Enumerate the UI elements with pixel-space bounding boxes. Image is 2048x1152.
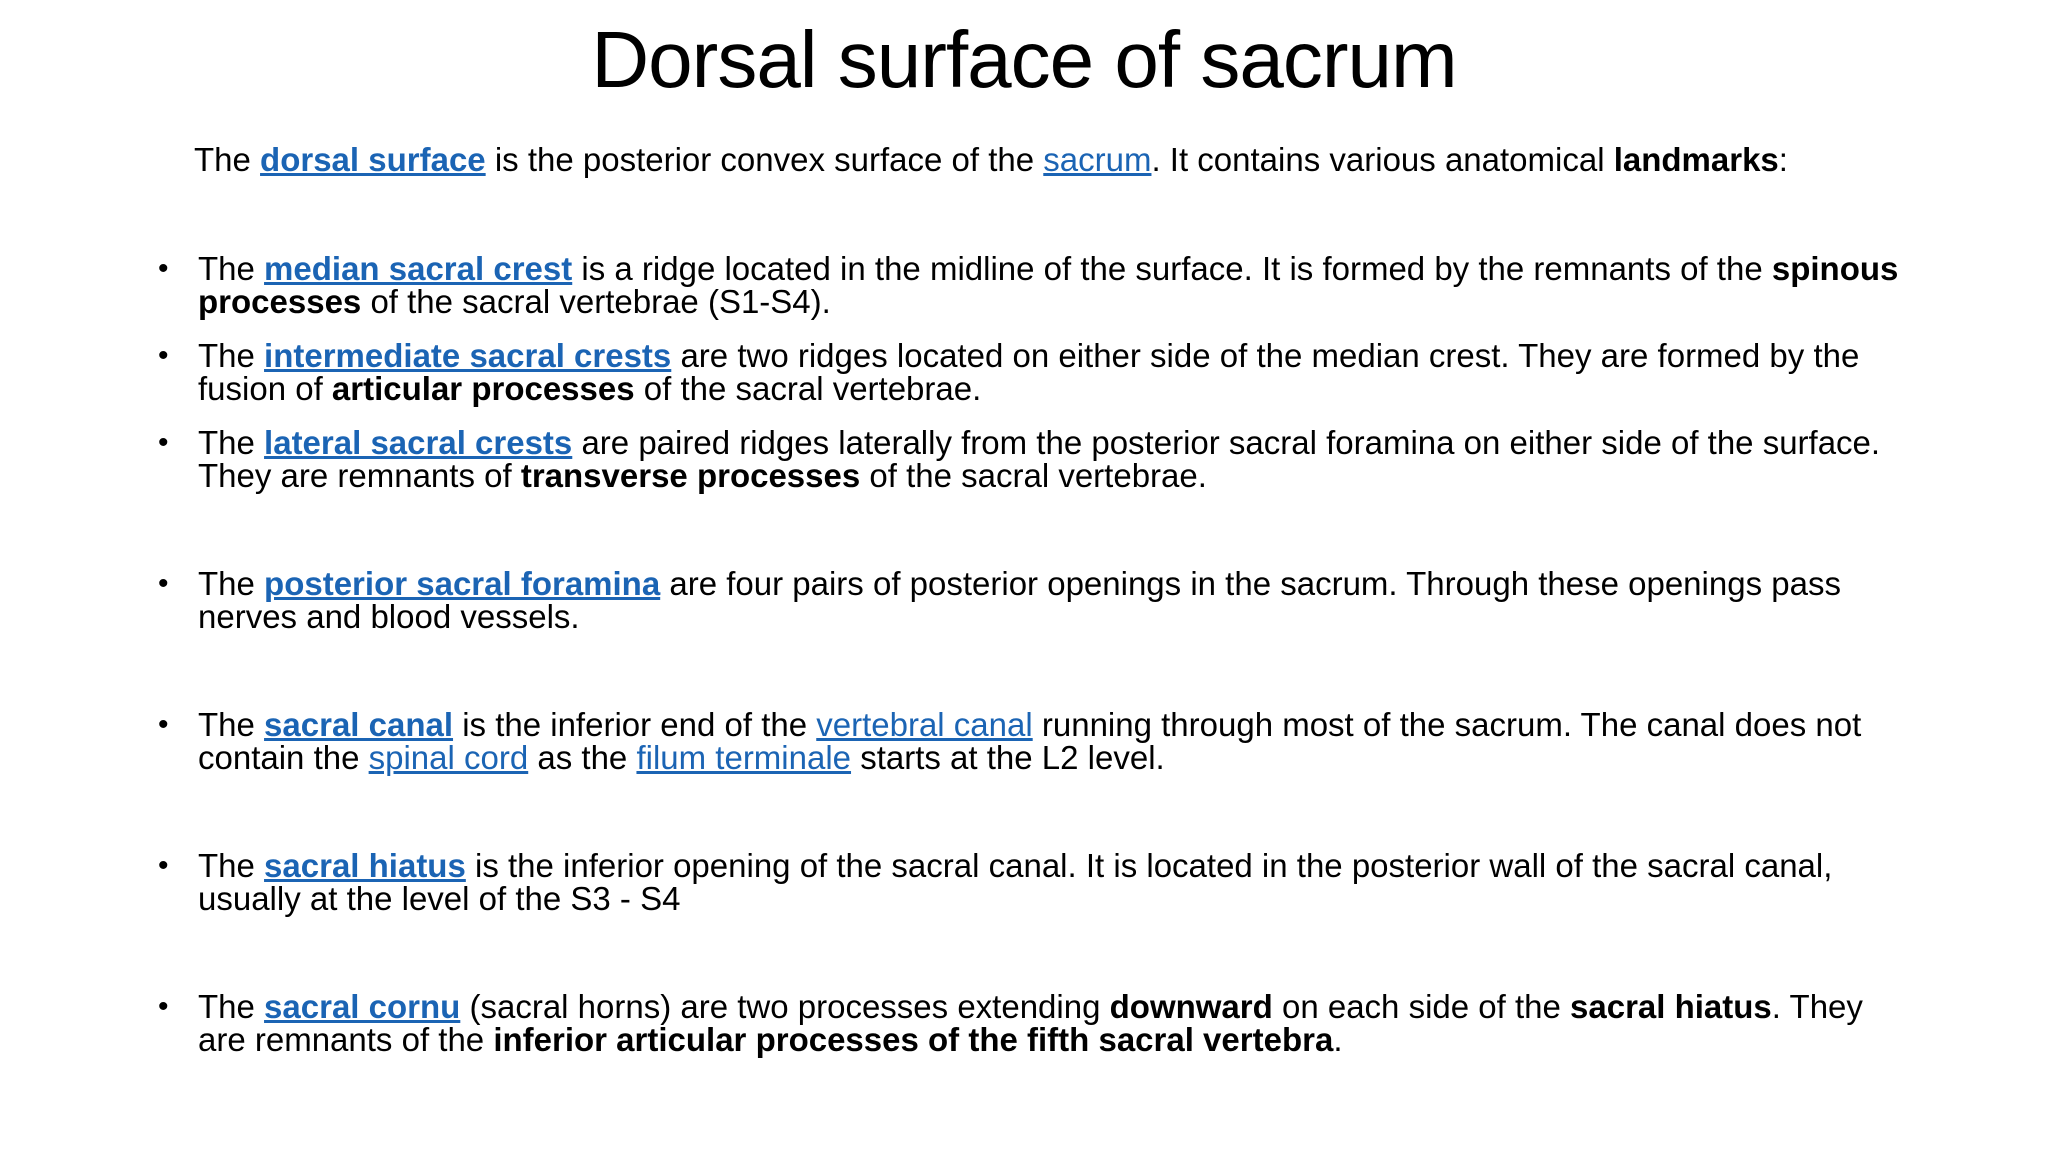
list-item-text — [198, 849, 1918, 915]
link-posterior-sacral-foramina[interactable]: posterior sacral foramina — [264, 565, 661, 602]
link-sacral-hiatus[interactable]: sacral hiatus — [264, 847, 466, 884]
bold-term: transverse processes — [520, 457, 861, 494]
bullet-icon: • — [158, 708, 169, 741]
list-item-text — [198, 708, 1918, 774]
text: . They are remnants of the — [198, 988, 1863, 1058]
intro-text: is the posterior convex surface of the — [485, 141, 1044, 178]
link-sacral-canal[interactable]: sacral canal — [264, 706, 454, 743]
intro-text: : — [1778, 141, 1788, 178]
link-vertebral-canal[interactable]: vertebral canal — [816, 706, 1033, 743]
text: running through most of the sacrum. The canal does not contain the — [198, 706, 1862, 776]
link-sacrum[interactable]: sacrum — [1043, 141, 1152, 178]
text: (sacral horns) are two processes extending — [460, 988, 1110, 1025]
text: The — [198, 250, 265, 287]
list-item-text — [198, 426, 1918, 492]
text: is a ridge located in the midline of the surface. It is formed by the remnants of the — [572, 250, 1772, 287]
bold-term: sacral hiatus — [1570, 988, 1772, 1025]
bullet-icon: • — [158, 252, 169, 285]
bold-term: spinous processes — [198, 250, 1899, 320]
list-item-lateral-sacral-crests — [158, 426, 1918, 492]
text: The — [198, 424, 265, 461]
bullet-icon: • — [158, 849, 169, 882]
bold-term: inferior articular processes of the fifth sacral vertebra — [493, 1021, 1334, 1058]
text: . — [1333, 1021, 1343, 1058]
link-spinal-cord[interactable]: spinal cord — [368, 739, 529, 776]
list-item-text — [198, 339, 1918, 405]
text: are two ridges located on either side of the median crest. They are formed by the fusion of — [198, 337, 1860, 407]
link-lateral-sacral-crests[interactable]: lateral sacral crests — [264, 424, 573, 461]
intro-text: . It contains various anatomical — [1151, 141, 1614, 178]
bold-term: articular processes — [331, 370, 635, 407]
text: are four pairs of posterior openings in the sacrum. Through these openings pass nerves and blood vessels. — [198, 565, 1841, 635]
list-item-sacral-cornu — [158, 990, 1918, 1056]
link-sacral-cornu[interactable]: sacral cornu — [264, 988, 461, 1025]
text: The — [198, 847, 265, 884]
link-dorsal-surface[interactable]: dorsal surface — [260, 141, 486, 178]
text: The — [198, 706, 265, 743]
text: of the sacral vertebrae. — [860, 457, 1207, 494]
bullet-icon: • — [158, 990, 169, 1023]
text: is the inferior end of the — [453, 706, 817, 743]
text: are paired ridges laterally from the posterior sacral foramina on either side of the surface. They are remnants of — [198, 424, 1881, 494]
text: as the — [528, 739, 637, 776]
text: The — [198, 565, 265, 602]
list-item-sacral-hiatus — [158, 849, 1918, 915]
text: on each side of the — [1272, 988, 1571, 1025]
bullet-icon: • — [158, 339, 169, 372]
text: starts at the L2 level. — [851, 739, 1165, 776]
list-item-posterior-sacral-foramina — [158, 567, 1918, 633]
text: The — [198, 337, 265, 374]
list-item-median-sacral-crest — [158, 252, 1918, 318]
slide-title: Dorsal surface of sacrum — [591, 15, 1457, 104]
bullet-icon: • — [158, 567, 169, 600]
list-item-sacral-canal — [158, 708, 1918, 774]
list-item-intermediate-sacral-crests — [158, 339, 1918, 405]
bold-term: downward — [1109, 988, 1273, 1025]
bullet-icon: • — [158, 426, 169, 459]
text: is the inferior opening of the sacral canal. It is located in the posterior wall of the sacral canal, usually at the level of the S3 - S4 — [198, 847, 1833, 917]
list-item-text — [198, 567, 1918, 633]
link-filum-terminale[interactable]: filum terminale — [636, 739, 852, 776]
link-intermediate-sacral-crests[interactable]: intermediate sacral crests — [264, 337, 672, 374]
link-median-sacral-crest[interactable]: median sacral crest — [264, 250, 573, 287]
list-item-text — [198, 252, 1918, 318]
intro-text: The — [194, 141, 261, 178]
list-item-text — [198, 990, 1918, 1056]
text: of the sacral vertebrae (S1-S4). — [361, 283, 831, 320]
text: of the sacral vertebrae. — [634, 370, 982, 407]
intro-bold-landmarks: landmarks — [1613, 141, 1779, 178]
text: The — [198, 988, 265, 1025]
